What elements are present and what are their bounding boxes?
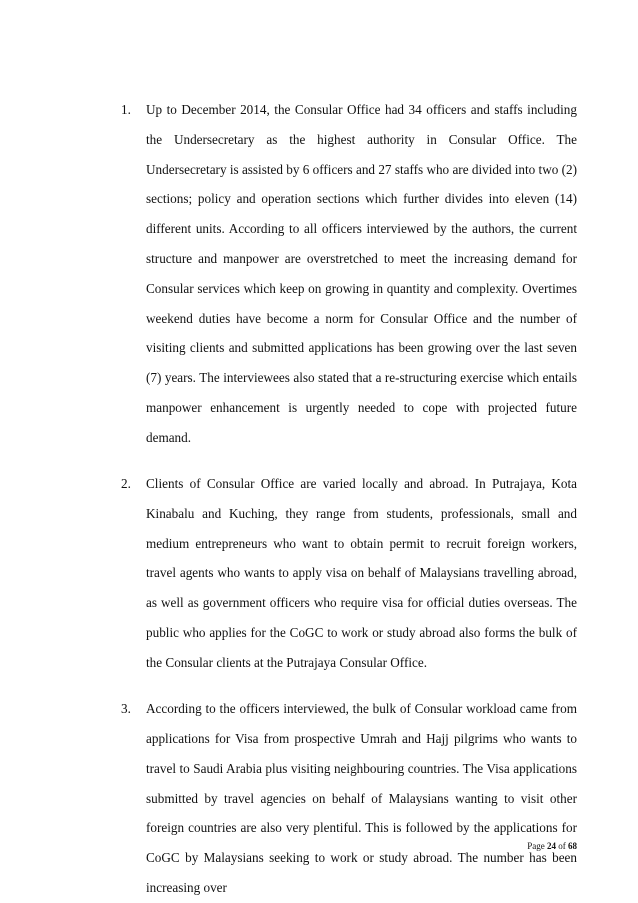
total-pages-number: 68 — [568, 841, 577, 851]
item-number: 3. — [121, 701, 131, 717]
numbered-list — [121, 95, 577, 903]
list-item — [121, 694, 577, 903]
paragraph-text: Clients of Consular Office are varied locally and abroad. In Putrajaya, Kota Kinabalu and Kuching, they range from students, professionals, small and medium entrepreneurs who want to obtain permit to recruit foreign workers, travel agents who wants to apply visa on behalf of Malaysians travelling abroad, as well as government officers who require visa for official duties overseas. The public who applies for the CoGC to work or study abroad also forms the bulk of the Consular clients at the Putrajaya Consular Office. — [146, 476, 577, 670]
item-number: 2. — [121, 476, 131, 492]
paragraph-text: According to the officers interviewed, the bulk of Consular workload came from applications for Visa from prospective Umrah and Hajj pilgrims who wants to travel to Saudi Arabia plus visiting neighbouring countries. The Visa applications submitted by travel agencies on behalf of Malaysians wanting to visit other foreign countries are also very plentiful. This is followed by the applications for CoGC by Malaysians seeking to work or study abroad. The number has been increasing over — [146, 701, 577, 895]
page-footer — [527, 840, 577, 852]
page-label: Page — [527, 841, 545, 851]
of-label: of — [558, 841, 566, 851]
list-item — [121, 469, 577, 678]
current-page-number: 24 — [547, 841, 556, 851]
list-item — [121, 95, 577, 453]
paragraph-text: Up to December 2014, the Consular Office had 34 officers and staffs including the Undersecretary as the highest authority in Consular Office. The Undersecretary is assisted by 6 officers and 27 staffs who are divided into two (2) sections; policy and operation sections which further divides into eleven (14) different units. According to all officers interviewed by the authors, the current structure and manpower are overstretched to meet the increasing demand for Consular services which keep on growing in quantity and complexity. Overtimes weekend duties have become a norm for Consular Office and the number of visiting clients and submitted applications has been growing over the last seven (7) years. The interviewees also stated that a re-structuring exercise which entails manpower enhancement is urgently needed to cope with projected future demand. — [146, 102, 577, 445]
item-number: 1. — [121, 102, 131, 117]
